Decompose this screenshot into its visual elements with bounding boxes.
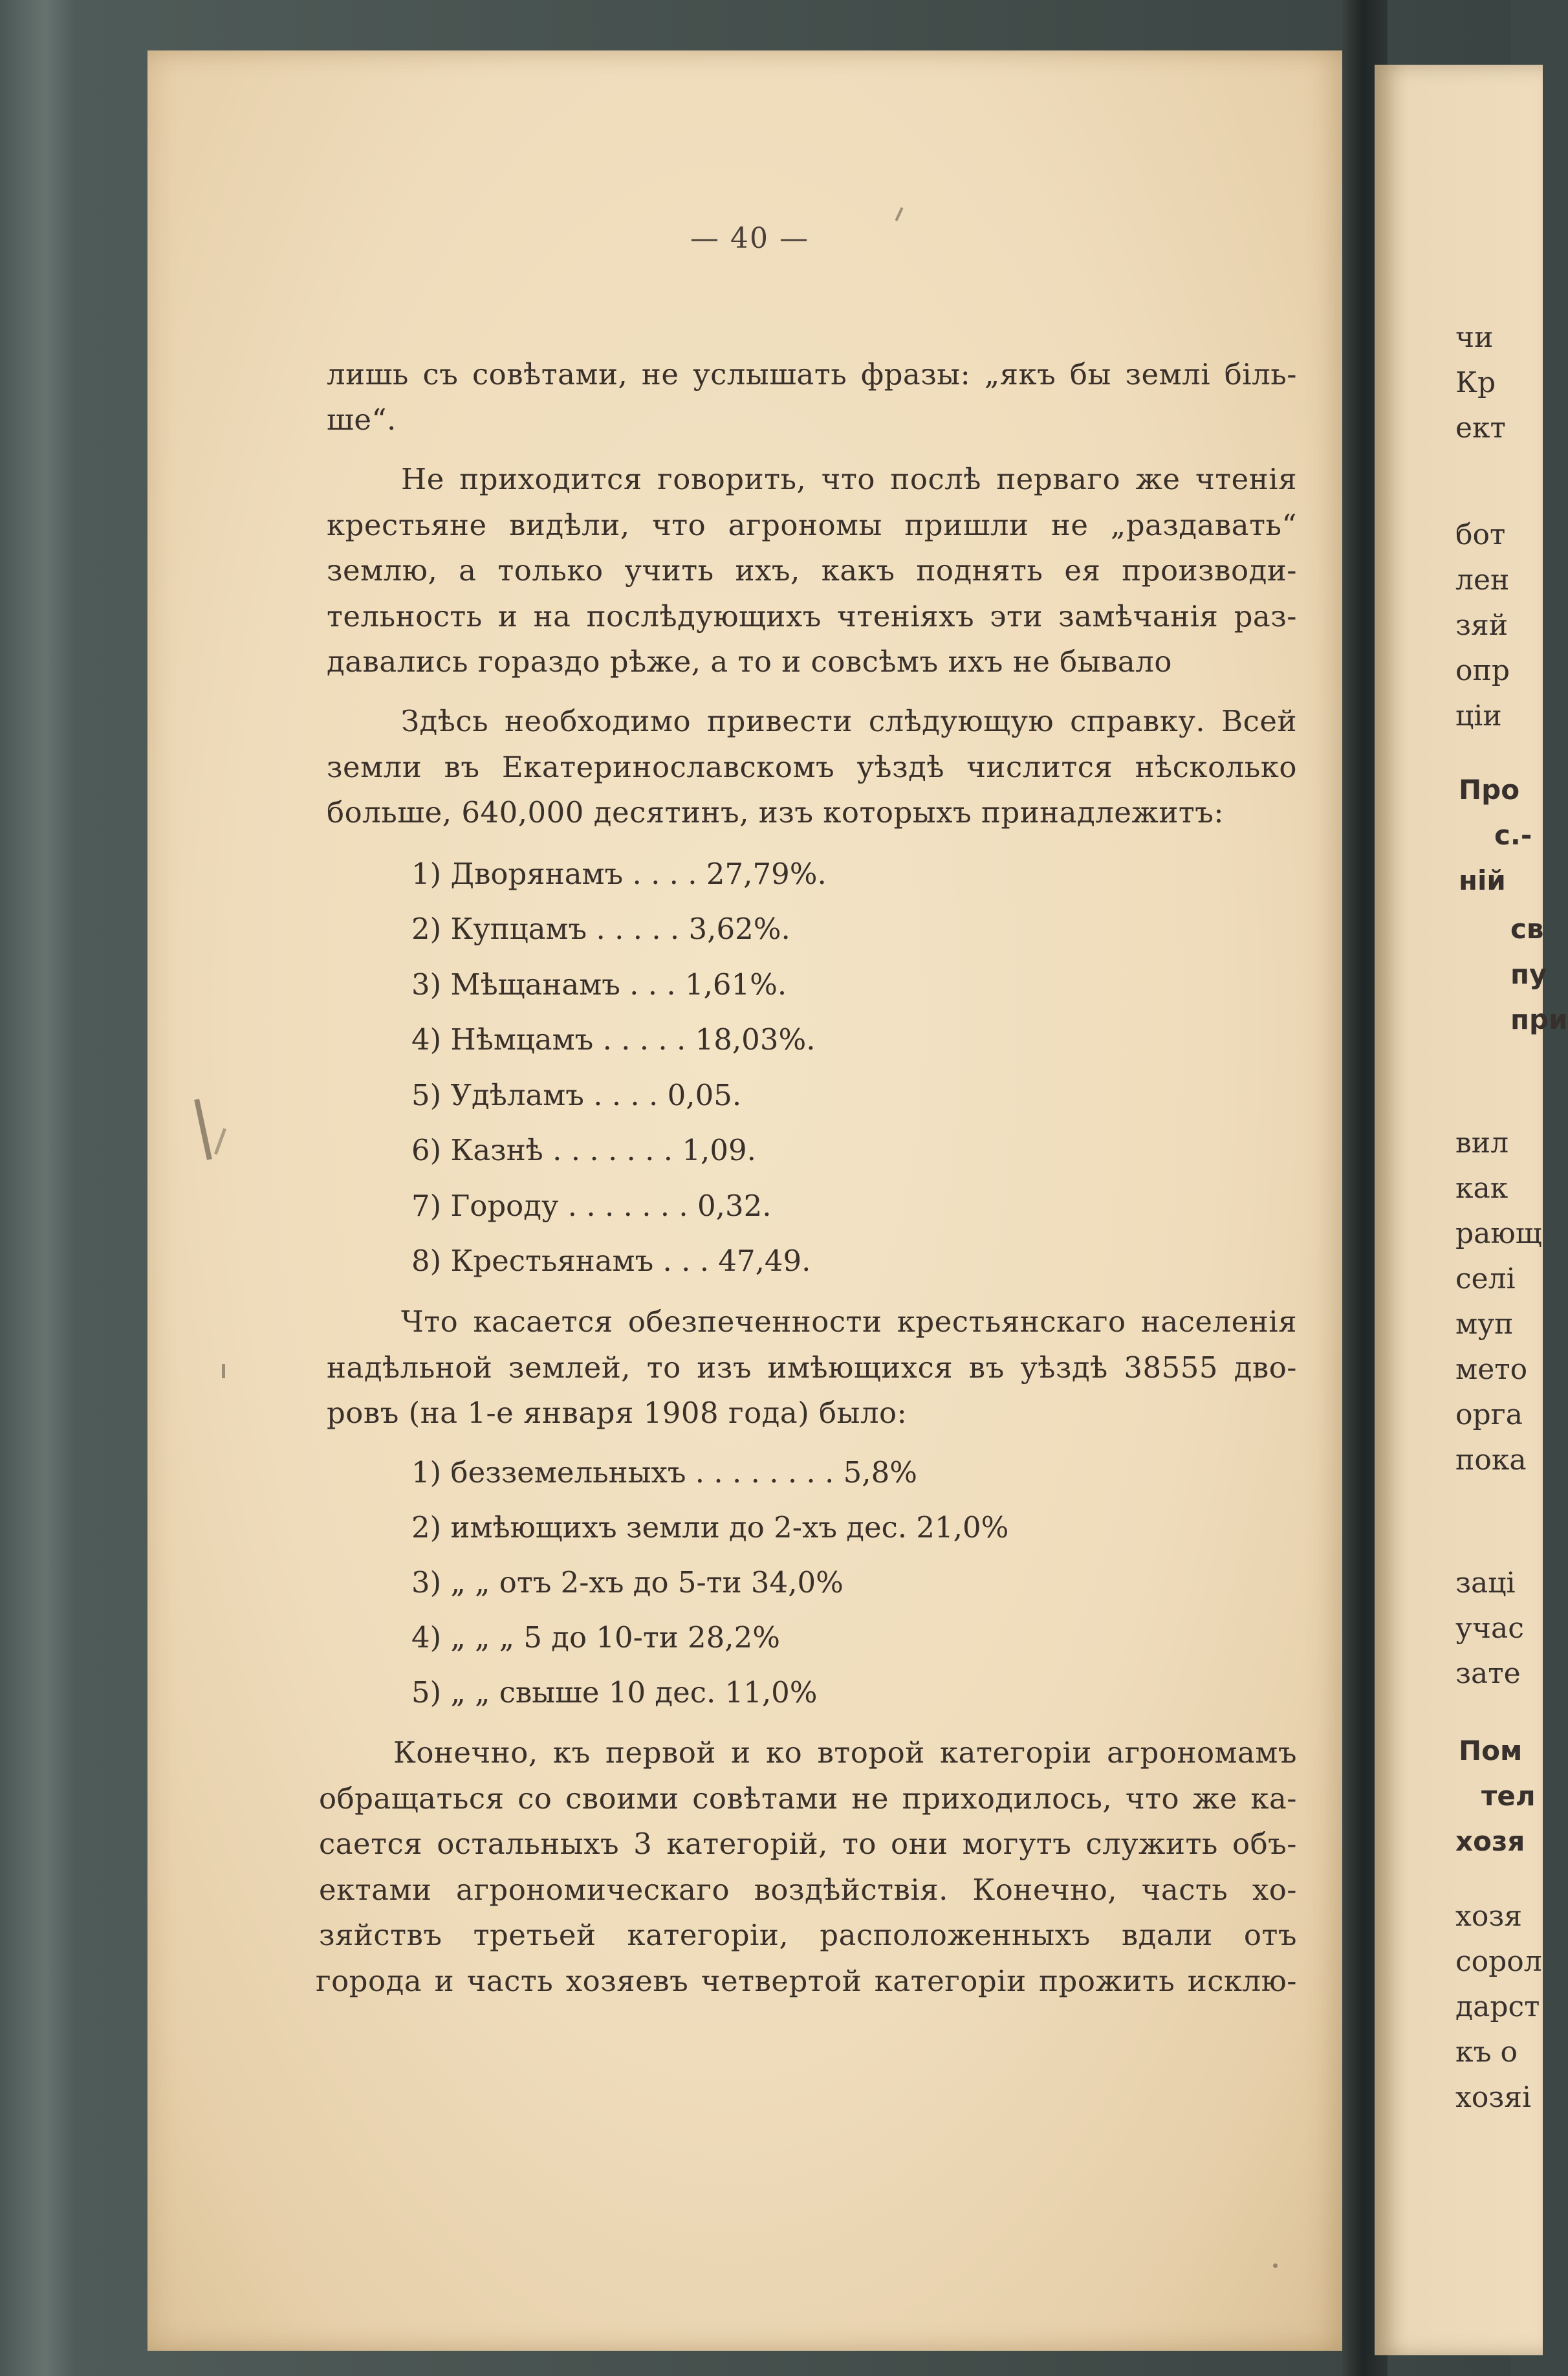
text-fragment: пока [1455, 1444, 1527, 1477]
ink-mark [222, 1364, 225, 1378]
text-fragment: сорол [1455, 1945, 1542, 1978]
heading-fragment: пу [1510, 958, 1547, 990]
text-fragment: заці [1455, 1567, 1516, 1600]
ink-mark [194, 1099, 212, 1160]
text-line: Конечно, къ первой и ко второй категоріи агрономамъ [393, 1735, 1297, 1770]
text-fragment: бот [1455, 518, 1506, 551]
heading-fragment: ній [1459, 864, 1506, 896]
text-fragment: как [1455, 1172, 1508, 1205]
text-line: Не приходится говорить, что послѣ перваго же чтенія [401, 462, 1297, 496]
text-line: города и часть хозяевъ четвертой категоріи прожить исклю- [316, 1964, 1297, 1998]
list-item: 5) „ „ свыше 10 дес. 11,0% [411, 1675, 818, 1710]
list-item: 3) Мѣщанамъ . . . 1,61%. [411, 967, 787, 1002]
text-fragment: ект [1455, 412, 1506, 445]
text-fragment: зяй [1455, 609, 1508, 642]
heading-fragment: хозя [1455, 1825, 1525, 1857]
list-item: 3) „ „ отъ 2-хъ до 5-ти 34,0% [411, 1565, 844, 1600]
text-line: тельность и на послѣдующихъ чтеніяхъ эти замѣчанія раз- [327, 599, 1297, 633]
text-fragment: рающ [1455, 1217, 1542, 1250]
list-item: 4) Нѣмцамъ . . . . . 18,03%. [411, 1022, 816, 1057]
text-fragment: опр [1455, 654, 1510, 687]
text-fragment: вил [1455, 1127, 1509, 1160]
text-fragment: Кр [1455, 366, 1496, 399]
text-fragment: зате [1455, 1657, 1521, 1690]
ink-mark [214, 1128, 226, 1154]
text-line: лишь съ совѣтами, не услышать фразы: „якъ бы землі біль- [327, 357, 1297, 391]
list-item: 6) Казнѣ . . . . . . . 1,09. [411, 1133, 756, 1167]
text-line: зяйствъ третьей категоріи, расположенныхъ вдали отъ [319, 1918, 1297, 1952]
right-page [1375, 65, 1568, 2355]
text-fragment: селі [1455, 1262, 1516, 1295]
heading-fragment: тел [1481, 1780, 1536, 1812]
text-line: надѣльной землей, то изъ имѣющихся въ уѣздѣ 38555 дво- [327, 1350, 1297, 1385]
left-page [147, 50, 1352, 2351]
text-fragment: мето [1455, 1353, 1528, 1386]
text-fragment: учас [1455, 1612, 1524, 1645]
text-line: больше, 640,000 десятинъ, изъ которыхъ принадлежитъ: [327, 795, 1225, 830]
text-line: давались гораздо рѣже, а то и совсѣмъ ихъ не бывало [327, 644, 1172, 679]
heading-fragment: Пом [1459, 1735, 1523, 1766]
text-fragment: муп [1455, 1308, 1514, 1341]
heading-fragment: Про [1459, 774, 1520, 806]
list-item: 1) Дворянамъ . . . . 27,79%. [411, 857, 827, 891]
list-item: 2) Купцамъ . . . . . 3,62%. [411, 912, 790, 946]
text-line: Что касается обезпеченности крестьянскаго населенія [401, 1304, 1297, 1339]
heading-fragment: с.- [1494, 819, 1532, 851]
text-line: крестьяне видѣли, что агрономы пришли не „раздавать“ [327, 508, 1297, 542]
list-item: 5) Удѣламъ . . . . 0,05. [411, 1078, 742, 1112]
text-fragment: къ о [1455, 2036, 1518, 2069]
text-fragment: ціи [1455, 699, 1502, 732]
text-line: сается остальныхъ 3 категорій, то они могутъ служить объ- [319, 1827, 1297, 1861]
text-line: обращаться со своими совѣтами не приходилось, что же ка- [319, 1781, 1297, 1816]
list-item: 7) Городу . . . . . . . 0,32. [411, 1189, 772, 1223]
heading-fragment: св [1510, 913, 1544, 945]
text-line: ше“. [327, 402, 397, 437]
ink-mark [895, 207, 904, 221]
text-line: ектами агрономическаго воздѣйствія. Конечно, часть хо- [319, 1873, 1297, 1907]
text-fragment: хозяі [1455, 2081, 1532, 2114]
list-item: 8) Крестьянамъ . . . 47,49. [411, 1244, 811, 1278]
page-number: — 40 — [690, 222, 809, 255]
text-line: Здѣсь необходимо привести слѣдующую справку. Всей [401, 704, 1297, 738]
ink-mark [1273, 2263, 1278, 2268]
heading-fragment: при [1510, 1004, 1568, 1035]
text-fragment: дарст [1455, 1990, 1540, 2023]
text-fragment: лен [1455, 564, 1510, 597]
text-line: землю, а только учить ихъ, какъ поднять ея производи- [327, 553, 1297, 588]
list-item: 1) безземельныхъ . . . . . . . . 5,8% [411, 1455, 917, 1490]
text-line: ровъ (на 1-е января 1908 года) было: [327, 1396, 908, 1430]
list-item: 2) имѣющихъ земли до 2-хъ дес. 21,0% [411, 1510, 1009, 1545]
text-line: земли въ Екатеринославскомъ уѣздѣ числится нѣсколько [327, 750, 1297, 784]
text-fragment: хозя [1455, 1900, 1523, 1933]
text-fragment: орга [1455, 1398, 1523, 1431]
list-item: 4) „ „ „ 5 до 10-ти 28,2% [411, 1620, 780, 1655]
text-fragment: чи [1455, 321, 1494, 354]
